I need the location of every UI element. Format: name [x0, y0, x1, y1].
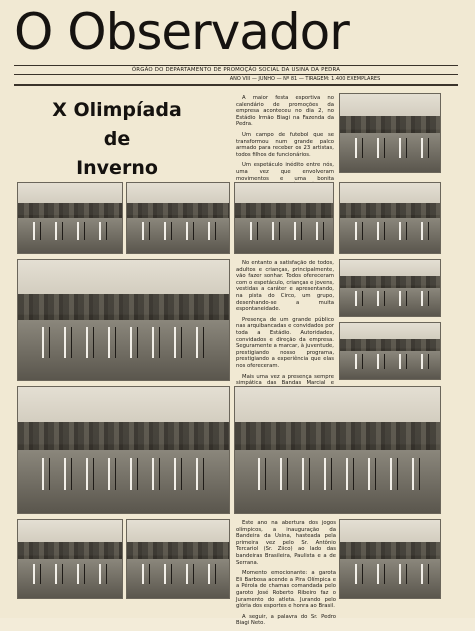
photo-stage-parade — [126, 519, 230, 599]
newspaper-title: O Observador — [14, 3, 349, 61]
paragraph: Presença de um grande público nas arquibancadas e convidados por toda a Estádio. Autoridades, convidados e direção da empresa. Seguramente a marcar, à juventude, prestigiando nosso programa, prestigiando a experiência que elas nos ofereceram. — [236, 316, 334, 369]
paragraph: A maior festa esportiva no calendário de promoções da empresa aconteceu no dia 2, no Estádio Irmão Biagi na Fazenda da Pedra. — [236, 95, 334, 128]
headline-line-1: X Olimpíada — [52, 99, 182, 121]
photo-cyclists — [339, 259, 441, 317]
photo-crowd-officials — [234, 386, 441, 514]
masthead-rule-bottom — [14, 84, 458, 86]
masthead-rule-middle — [14, 74, 458, 75]
photo-costumed-children — [126, 182, 230, 254]
paragraph: Momento emocionante: a garota Eli Barbosa acende a Pira Olímpica e a Pérola de chamas comandada pelo garoto José Roberto Ribeiro faz o Juramento do atleta. Jurando pelo glória dos esportes e honra ao Brasil. — [236, 570, 336, 610]
photo-gymnastics — [234, 182, 334, 254]
article-headline — [22, 96, 212, 183]
paragraph: Um espetáculo inédito entre nós, uma vez que envolveram movimentos e uma bonita — [236, 162, 334, 182]
photo-flag-ceremony — [339, 93, 441, 173]
photo-bicycle-riders — [17, 519, 123, 599]
photo-clowns — [339, 182, 441, 254]
photo-parade-field — [17, 182, 123, 254]
paragraph: Mais uma vez a presença sempre simpática das Bandas Marcial e — [236, 373, 334, 387]
headline-line-3: Inverno — [76, 157, 158, 179]
article-text-top — [236, 95, 334, 193]
photo-circus-performance — [17, 259, 230, 381]
photo-closing-group — [339, 519, 441, 599]
photo-flag-bearers — [17, 386, 230, 514]
headline-line-2: de — [103, 128, 131, 150]
photo-karts — [339, 322, 441, 380]
masthead-rule-top — [14, 65, 458, 66]
publisher-line: ÓRGÃO DO DEPARTAMENTO DE PROMOÇÃO SOCIAL DA USINA DA PEDRA — [131, 67, 341, 73]
article-text-bottom — [236, 520, 336, 631]
masthead — [14, 0, 464, 64]
issue-info: ANO VIII — JUNHO — Nº 81 — TIRAGEM: 1.400 EXEMPLARES — [229, 76, 381, 82]
paragraph: A seguir, a palavra do Sr. Pedro Biagi Neto. — [236, 613, 336, 627]
paragraph: Este ano na abertura dos jogos olímpicos, a inauguração da Bandeira da Usina, hasteada pela primeira vez pelo Sr. Antônio Tercariol (Sr. Ziico) ao lado das bandeiras Brasileira, Paulista e a de Serrana. — [236, 520, 336, 566]
paragraph: No entanto a satisfação de todos, adultos e crianças, principalmente, vão fazer sonhar. Todos ofereceram com o espetáculo, crianças e jovens, vestidas a caráter e apresentando, na pista do Circo, um grupo, desenhando-se a muita espontaneidade. — [236, 260, 334, 313]
paragraph: Um campo de futebol que se transformou num grande palco armado para receber os 23 artistas, todos filhos de funcionários. — [236, 131, 334, 158]
